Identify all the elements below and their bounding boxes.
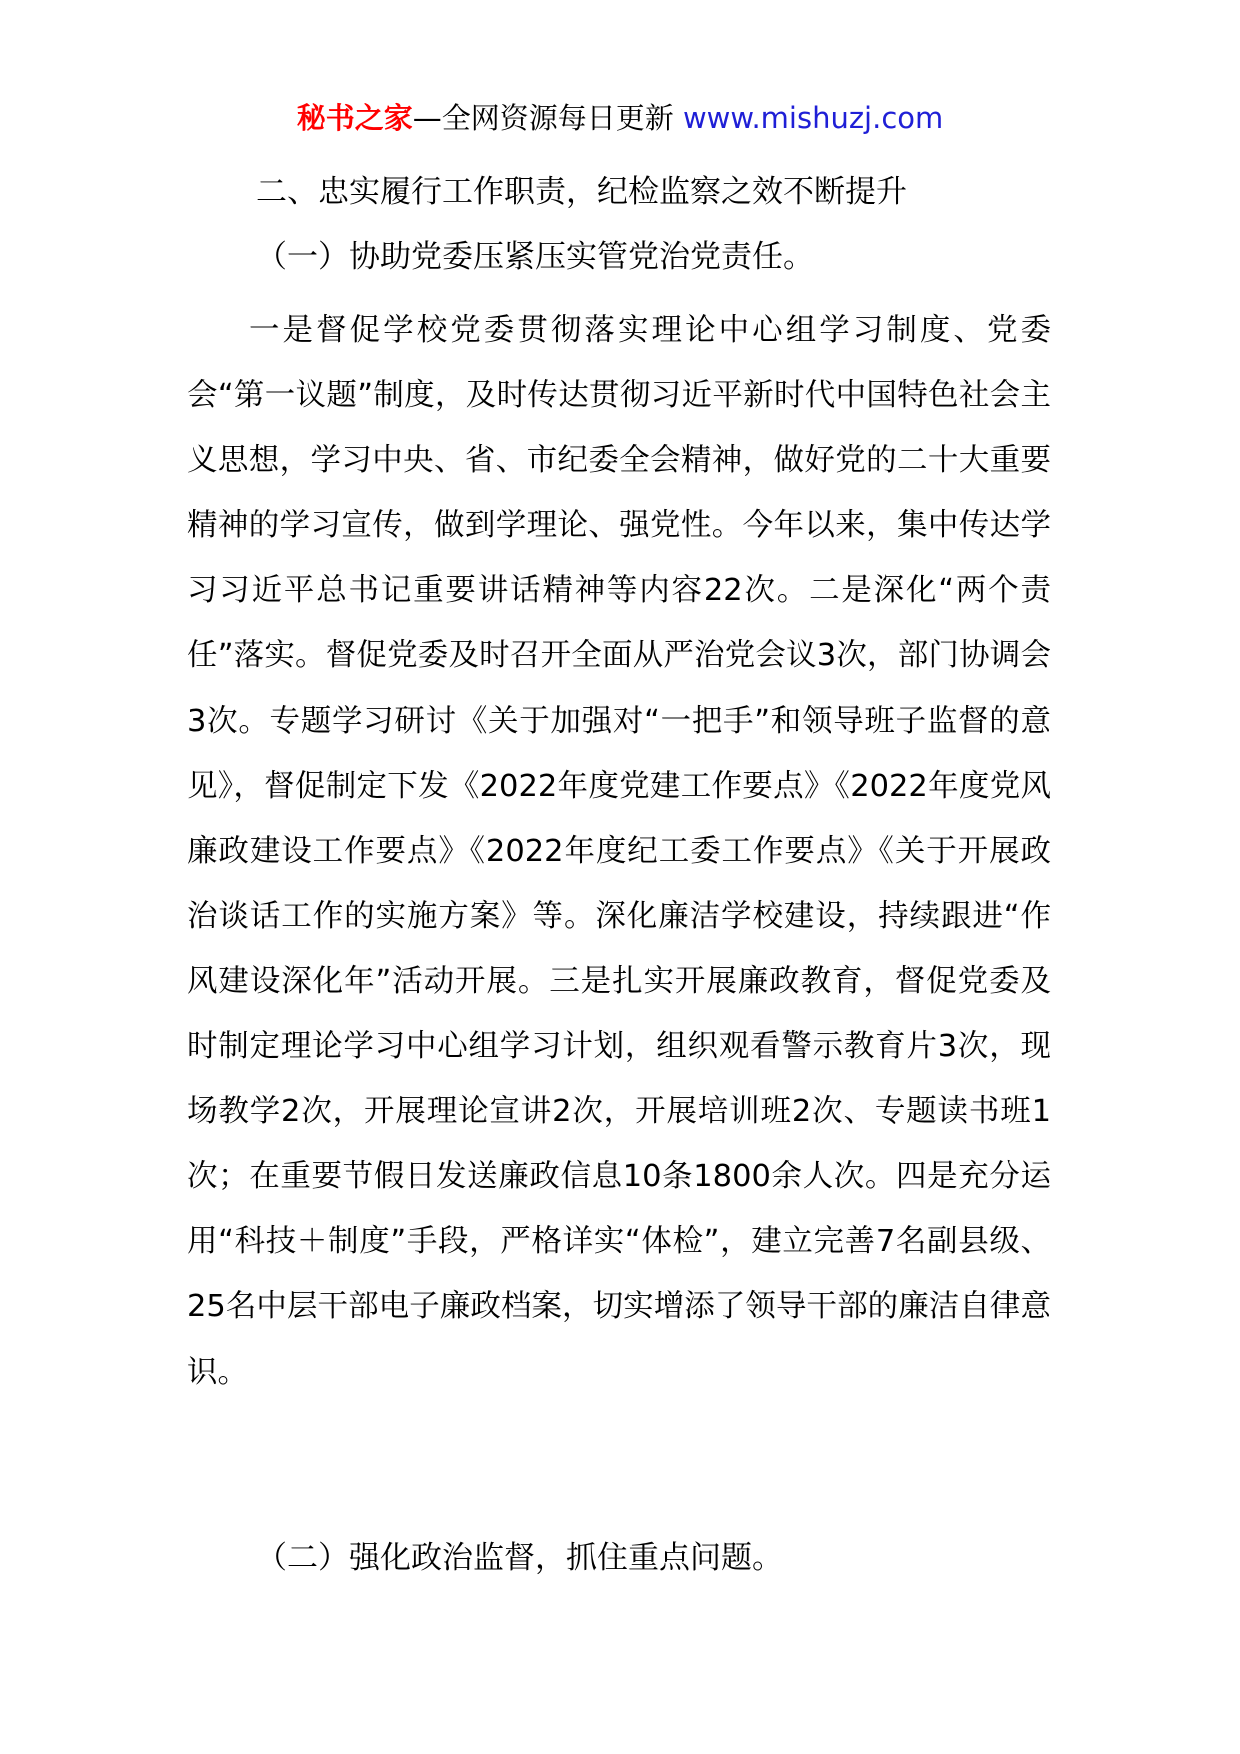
header-tagline: —全网资源每日更新: [412, 101, 674, 135]
brand-name: 秘书之家: [296, 101, 413, 135]
site-url-link[interactable]: www.mishuzj.com: [682, 101, 944, 135]
site-header: [0, 98, 1240, 138]
subheading-1: （一）协助党委压紧压实管党治党责任。: [256, 239, 814, 275]
body-paragraph: 一是督促学校党委贯彻落实理论中心组学习制度、党委会“第一议题”制度，及时传达贯彻习近平新时代中国特色社会主义思想，学习中央、省、市纪委全会精神，做好党的二十大重要精神的学习宣传，做到学理论、强党性。今年以来，集中传达学习习近平总书记重要讲话精神等内容22次。二是深化“两个责任”落实。督促党委及时召开全面从严治党会议3次，部门协调会3次。专题学习研讨《关于加强对“一把手”和领导班子监督的意见》，督促制定下发《2022年度党建工作要点》《2022年度党风廉政建设工作要点》《2022年度纪工委工作要点》《关于开展政治谈话工作的实施方案》等。深化廉洁学校建设，持续跟进“作风建设深化年”活动开展。三是扎实开展廉政教育，督促党委及时制定理论学习中心组学习计划，组织观看警示教育片3次，现场教学2次，开展理论宣讲2次，开展培训班2次、专题读书班1次；在重要节假日发送廉政信息10条1800余人次。四是充分运用“科技＋制度”手段，严格详实“体检”，建立完善7名副县级、25名中层干部电子廉政档案，切实增添了领导干部的廉洁自律意识。: [187, 313, 1051, 1390]
subheading-2: （二）强化政治监督，抓住重点问题。: [256, 1540, 783, 1576]
section-heading: 二、忠实履行工作职责，纪检监察之效不断提升: [256, 174, 907, 210]
